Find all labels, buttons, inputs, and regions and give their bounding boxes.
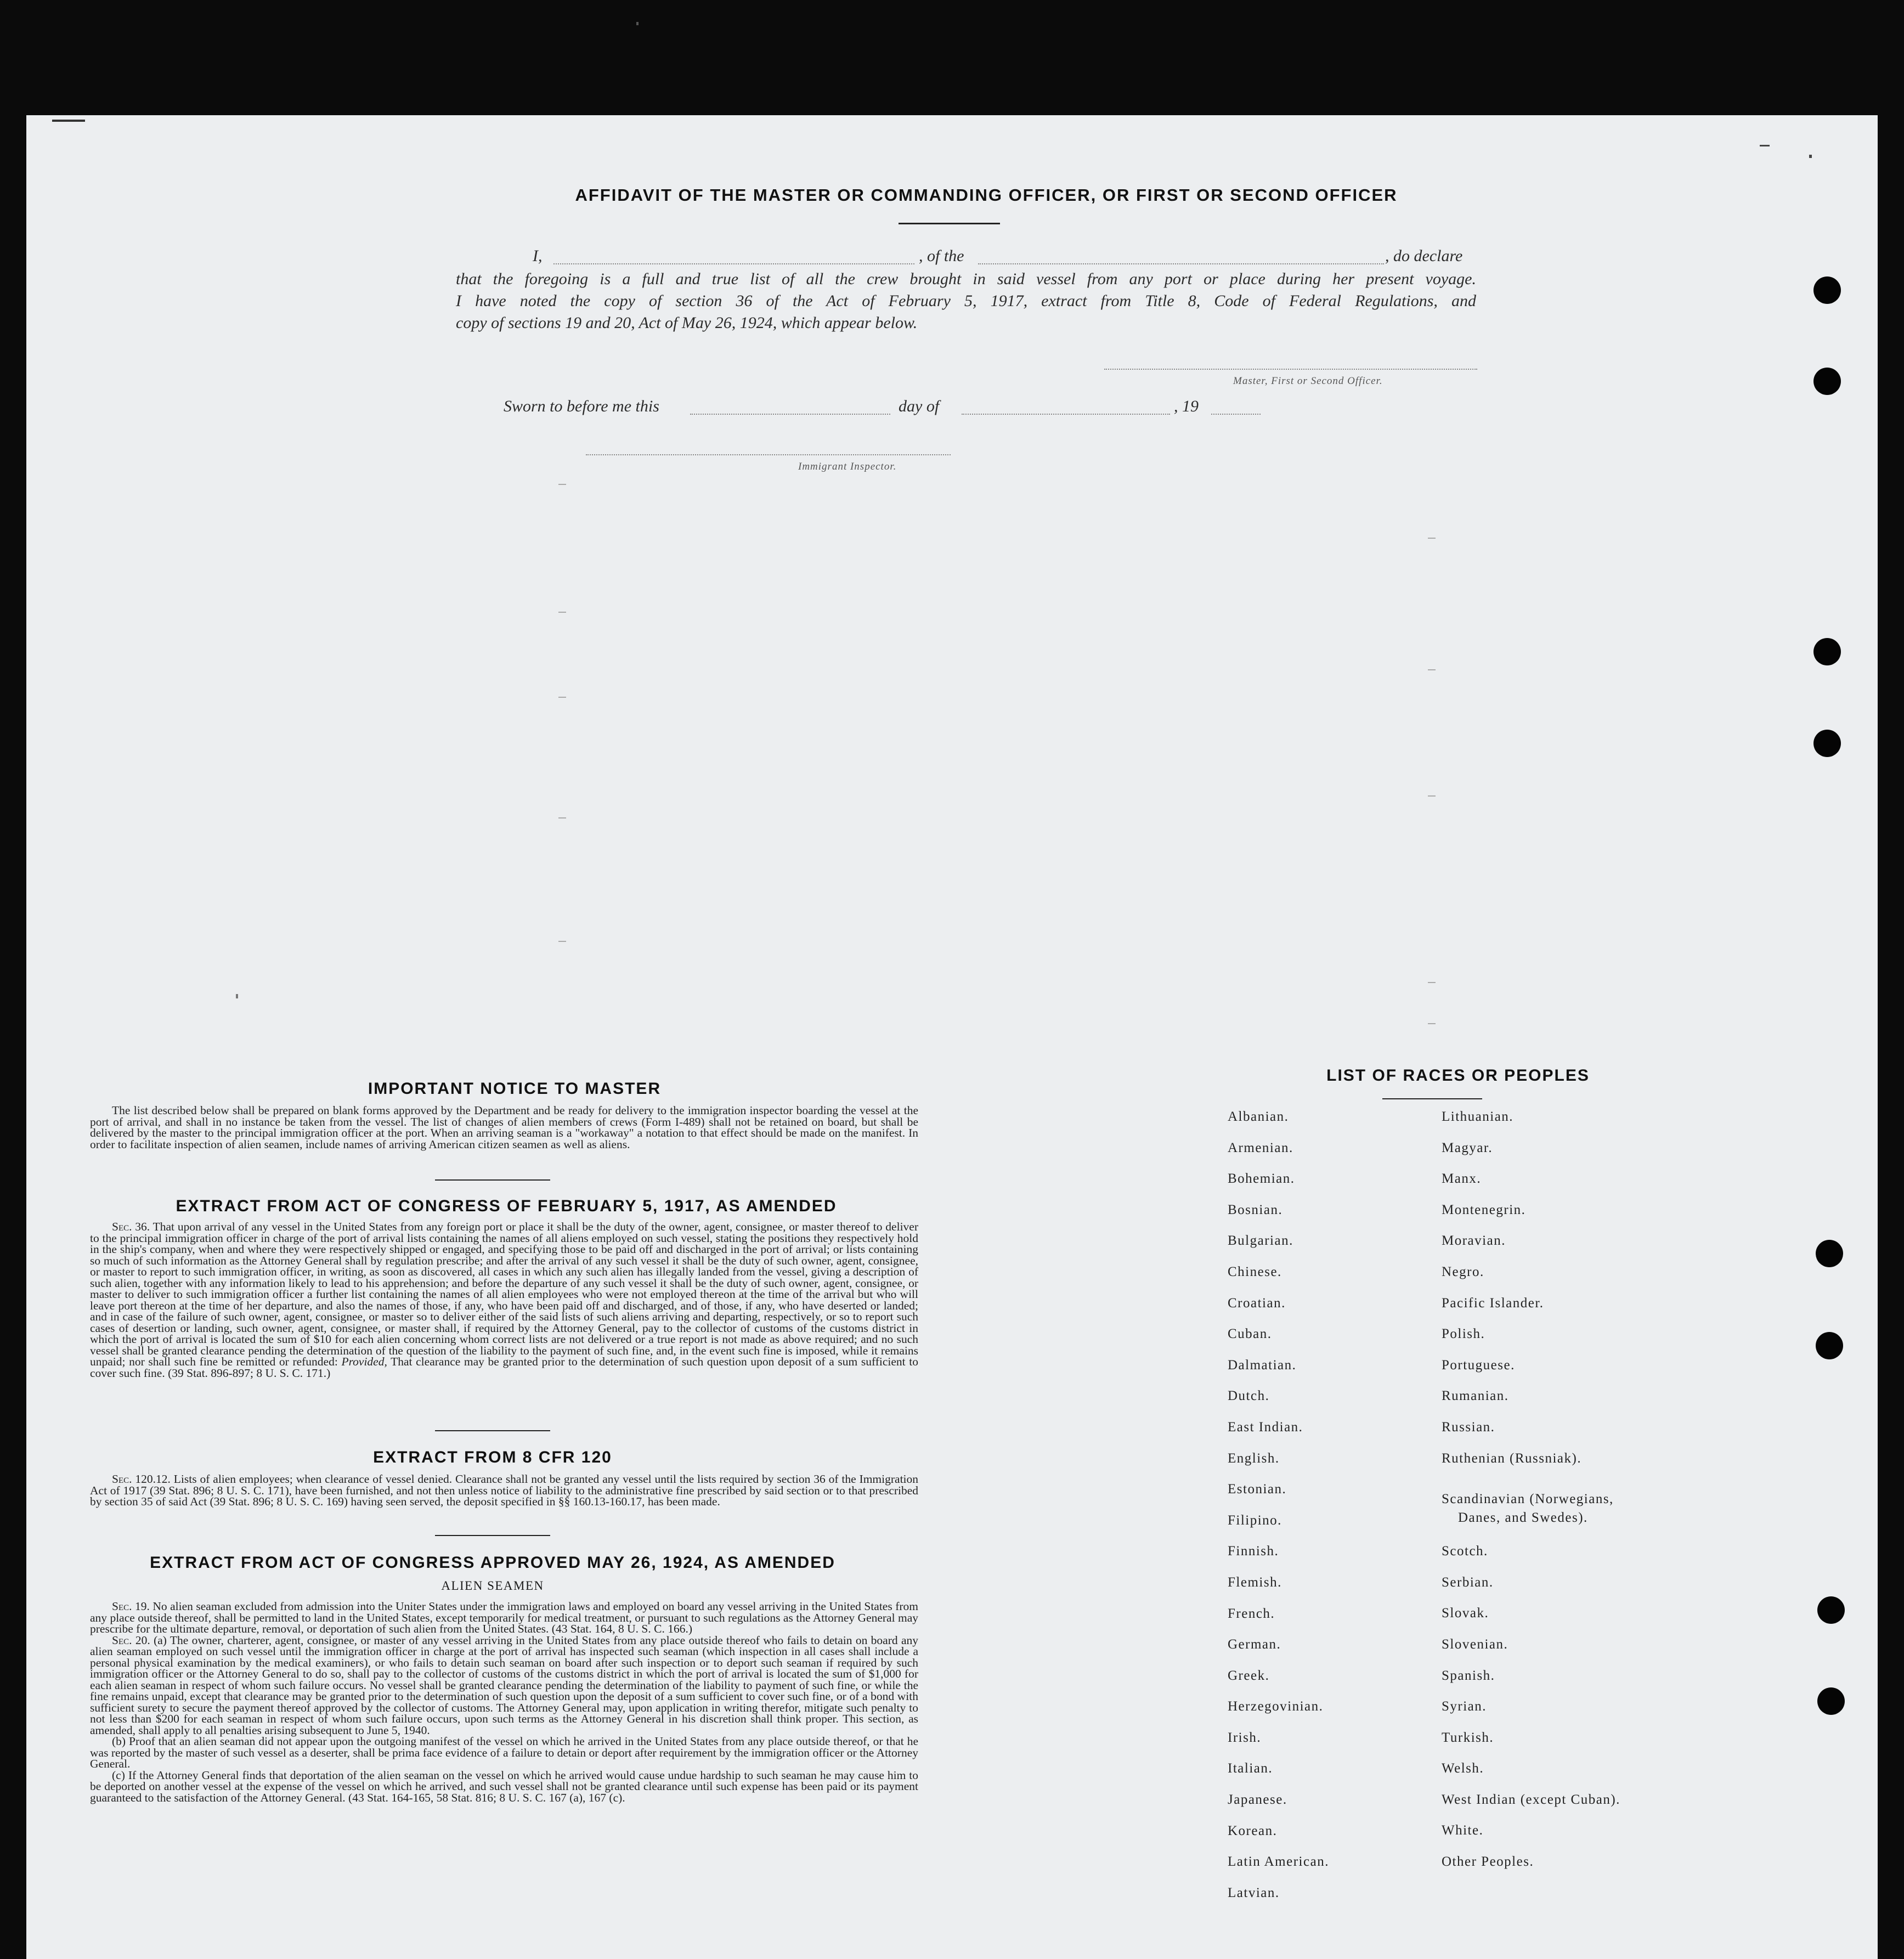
race-item: Scotch. [1442,1544,1488,1559]
sworn-month-blank[interactable] [962,414,1170,415]
sworn-year-blank[interactable] [1211,414,1261,415]
race-item: Armenian. [1228,1140,1293,1155]
race-item: Herzegovinian. [1228,1699,1324,1714]
punch-hole [1813,730,1841,757]
rule-mark [558,697,566,698]
section-divider [435,1179,550,1181]
race-item: Estonian. [1228,1482,1287,1497]
notice-body [90,1105,918,1150]
vessel-label: , of the [919,247,964,265]
races-column-1 [1228,1109,1329,1916]
extract-1917-body [90,1221,918,1379]
races-title: LIST OF RACES OR PEOPLES [1326,1066,1590,1085]
race-item: Croatian. [1228,1295,1286,1311]
punch-hole [1813,276,1841,304]
sec19-paragraph [90,1601,918,1635]
race-item: Bosnian. [1228,1202,1283,1217]
race-item: Flemish. [1228,1574,1282,1590]
punch-hole [1817,1687,1845,1715]
race-item: Greek. [1228,1668,1270,1683]
race-item: Moravian. [1442,1233,1506,1249]
race-item: Turkish. [1442,1730,1494,1745]
race-item: Scandinavian (Norwegians, [1442,1492,1614,1507]
sec19-label: Sec. 19. [112,1600,150,1613]
affidavit-title: AFFIDAVIT OF THE MASTER OR COMMANDING OFFICER, OR FIRST OR SECOND OFFICER [575,185,1398,205]
race-item: Lithuanian. [1442,1109,1514,1124]
race-item: Slovenian. [1442,1636,1508,1652]
affidavit-line3: I have noted the copy of section 36 of the Act of February 5, 1917, extract from Title 8, Code of Federal Regulations, and [456,292,1476,310]
race-item: Manx. [1442,1171,1482,1187]
race-item: Polish. [1442,1326,1485,1342]
sec20c-paragraph: (c) If the Attorney General finds that deportation of the alien seaman on the vessel on which he arrived would cause undue hardship to such seaman he may cause him to be deported on another vessel at the expense of the vessel on which he arrived, and such vessel shall not be granted clearance until such expense has been paid or its payment guaranteed to the satisfaction of the Attorney General. (43 Stat. 164-165, 58 Stat. 816; 8 U. S. C. 167 (a), 167 (c). [90,1768,918,1804]
race-item: Ruthenian (Russniak). [1442,1450,1582,1466]
race-item: Korean. [1228,1823,1278,1838]
proviso: Provided, [341,1355,387,1368]
cfr-paragraph [90,1474,918,1508]
race-item: Albanian. [1228,1109,1289,1124]
inspector-signature-line[interactable] [586,454,951,455]
race-item: Chinese. [1228,1264,1282,1279]
sworn-day-blank[interactable] [690,414,890,415]
race-item: East Indian. [1228,1419,1303,1435]
sec36-end: That clearance may be granted prior to the determination of such question upon deposit of a sum sufficient to cover such fine. (39 Stat. 896-897; 8 U. S. C. 171.) [90,1355,919,1380]
extract-1924-body [90,1601,918,1803]
notice-title: IMPORTANT NOTICE TO MASTER [368,1080,662,1098]
races-column-2 [1442,1109,1620,1885]
scan-speck [236,994,238,998]
sec20a-paragraph [90,1635,918,1736]
rule-mark [1428,538,1436,539]
scan-speck [1809,155,1812,158]
sworn-label: Sworn to before me this [504,397,659,415]
cfr-text: Lists of alien employees; when clearance of vessel denied. Clearance shall not be granted any vessel until the lists required by section 36 of the Immigration Act of 1917 (39 Stat. 896; 8 U. S. C. 171), have been furnished, and not then unless notice of liability to the administrative fine prescribed by said section or to that prescribed by section 35 of said Act (39 Stat. 896; 8 U. S. C. 169) having seen served, the deposit specified in §§ 160.13-160.17, has been made. [90,1472,919,1508]
vessel-name-blank[interactable] [978,263,1384,264]
affidavit-line4: copy of sections 19 and 20, Act of May 26, 1924, which appear below. [456,314,918,332]
master-signature-line[interactable] [1104,369,1477,370]
declarant-label: I, [533,247,543,265]
punch-hole [1817,1596,1845,1624]
punch-hole [1816,1332,1843,1359]
scan-speck [52,120,85,122]
race-item: Rumanian. [1442,1388,1509,1404]
rule-mark [558,612,566,613]
sec20b-paragraph: (b) Proof that an alien seaman did not appear upon the outgoing manifest of the vessel on which he arrived in the United States from any place outside thereof, or that he was reported by the master of such vessel as a deserter, shall be prima face evidence of a failure to detain or deport after requirement by the immigration officer or the Attorney General. [90,1735,918,1770]
sworn-line [504,397,1272,419]
rule-mark [1428,1023,1436,1024]
sec36-paragraph [90,1221,918,1379]
sec20-label: Sec. 20. [112,1633,150,1647]
race-item: Finnish. [1228,1544,1279,1559]
race-item: Syrian. [1442,1699,1487,1714]
rule-mark [558,941,566,942]
race-item: Italian. [1228,1761,1273,1776]
race-item: Danes, and Swedes). [1458,1510,1588,1526]
extract-1917-title: EXTRACT FROM ACT OF CONGRESS OF FEBRUARY 5, 1917, AS AMENDED [176,1197,837,1215]
race-item: Spanish. [1442,1668,1495,1683]
year-label: , 19 [1174,397,1199,415]
alien-seamen-subtitle: ALIEN SEAMEN [441,1579,544,1593]
race-item: Pacific Islander. [1442,1295,1544,1311]
race-item: Filipino. [1228,1512,1282,1528]
sec19-text: No alien seaman excluded from admission into the Uniter States under the immigration laws and employed on board any vessel arriving in the United States from any place outside thereof, shall be permitted to land in the United States, except temporarily for medical treatment, or pursuant to such regulations as the Attorney General may prescribe for the ultimate departure, removal, or deportation of such alien from the United States. (43 Stat. 164, 8 U. S. C. 166.) [90,1600,918,1635]
race-item: Other Peoples. [1442,1854,1534,1870]
race-item: Magyar. [1442,1140,1493,1155]
rule-mark [1428,982,1436,983]
master-caption: Master, First or Second Officer. [1233,375,1383,387]
race-item: French. [1228,1606,1275,1621]
race-item: Dalmatian. [1228,1357,1297,1373]
race-item: English. [1228,1450,1280,1466]
scan-speck [636,22,639,25]
race-item: Negro. [1442,1264,1484,1279]
declare-label: , do declare [1385,247,1463,265]
rule-mark [1428,795,1436,797]
title-divider [899,223,1000,224]
rule-mark [558,484,566,485]
race-item: Bohemian. [1228,1171,1295,1187]
section-divider [435,1535,550,1536]
extract-cfr-body [90,1474,918,1508]
races-divider [1382,1098,1482,1099]
declarant-name-blank[interactable] [553,263,914,264]
extract-cfr-title: EXTRACT FROM 8 CFR 120 [373,1448,612,1466]
race-item: Welsh. [1442,1761,1484,1776]
race-item: Japanese. [1228,1792,1287,1808]
race-item: White. [1442,1823,1484,1838]
sec20a-text: (a) The owner, charterer, agent, consignee, or master of any vessel arriving in the United States from any place outside thereof who fails to detain on board any alien seaman employed on such vessel until the immigration officer in charge at the port of arrival has inspected such seaman (which inspection in all cases shall include a personal physical examination by the medical examiners), or who fails to detain such seaman on board after such inspection or to deport such seaman if required by such immigration officer or the Attorney General to do so, shall pay to the collector of customs of the customs district in which the port of arrival is located the sum of $1,000 for each alien seaman in respect of whom such failure occurs. No vessel shall be granted clearance pending the determination of the liability to payment of such fine, or while the fine remains unpaid, except that clearance may be granted prior to the determination of such question upon the deposit of a sum sufficient to cover such fine, or of a bond with sufficient surety to secure the payment thereof approved by the collector of customs. The Attorney General may, upon application in writing therefor, mitigate such penalty to not less than $200 for each seaman in respect of whom such failure occurs, upon such terms as the Attorney General in his discretion shall think proper. This section, as amended, shall apply to all penalties arising subsequent to June 5, 1940. [90,1633,919,1737]
race-item: Bulgarian. [1228,1233,1293,1249]
scan-speck [1760,145,1770,146]
race-item: West Indian (except Cuban). [1442,1792,1620,1807]
notice-text: The list described below shall be prepared on blank forms approved by the Department and be ready for delivery to the immigration inspector boarding the vessel at the port of arrival, and shall in no instance be taken from the vessel. The list of changes of alien members of crews (Form I-489) shall not be retained on board, but shall be delivered by the master to the principal immigration officer at the port. When an arriving seaman is a "workaway" a notation to that effect should be made on the manifest. In order to facilitate inspection of alien seamen, include names of arriving American citizen seamen as well as aliens. [90,1104,918,1151]
affidavit-line1 [451,247,1472,269]
race-item: Latin American. [1228,1854,1329,1870]
form-sheet [26,115,1878,1959]
inspector-caption: Immigrant Inspector. [798,461,897,472]
race-item: Latvian. [1228,1885,1280,1900]
section-divider [435,1430,550,1431]
race-item: Portuguese. [1442,1357,1515,1373]
extract-1924-title: EXTRACT FROM ACT OF CONGRESS APPROVED MAY 26, 1924, AS AMENDED [150,1554,835,1572]
race-item: Cuban. [1228,1326,1272,1342]
rule-mark [558,817,566,818]
race-item: Serbian. [1442,1574,1494,1590]
punch-hole [1813,638,1841,665]
punch-hole [1813,368,1841,395]
day-of-label: day of [899,397,940,415]
cfr-label: Sec. 120.12. [112,1472,171,1486]
sec36-text: That upon arrival of any vessel in the United States from any foreign port or place it shall be the duty of the owner, agent, consignee, or master thereof to deliver to the principal immigration officer in charge of the port of arrival lists containing the names of all aliens employed on such vessel, stating the positions they respectively hold in the ship's company, when and where they were respectively shipped or engaged, and specifying those to be paid off and discharged in the port of arrival; or lists containing so much of such information as the Attorney General shall by regulation prescribe; and after the arrival of any such vessel it shall be the duty of such owner, agent, consignee, or master to report to such immigration officer, in writing, as soon as discovered, all cases in which any such alien has illegally landed from the vessel, giving a description of such alien, together with any information likely to lead to his apprehension; and before the departure of any such vessel it shall be the duty of such owner, agent, consignee, or master to deliver to such immigration officer a further list containing the names of all alien employees who were not employed thereon at the time of the arrival but who will leave port thereon at the time of her departure, and also the names of those, if any, who have been paid off and discharged, and of those, if any, who have deserted or landed; and in case of the failure of such owner, agent, consignee, or master so to deliver either of the said lists of such aliens arriving and departing, respectively, or so to report such cases of desertion or landing, such owner, agent, consignee, or master shall, if required by the Attorney General, pay to the collector of customs of the customs district in which the port of arrival is located the sum of $10 for each alien concerning whom correct lists are not delivered or a true report is not made as above required; and no such vessel shall be granted clearance pending the determination of the question of the liability to the payment of such fine, and, in the event such fine is imposed, while it remains unpaid; nor shall such fine be remitted or refunded: [90,1220,918,1368]
punch-hole [1816,1240,1843,1267]
race-item: Montenegrin. [1442,1202,1526,1217]
race-item: Russian. [1442,1419,1495,1435]
race-item: Slovak. [1442,1606,1489,1621]
race-item: Irish. [1228,1730,1262,1745]
sec36-label: Sec. 36. [112,1220,150,1233]
rule-mark [1428,669,1436,670]
race-item: Dutch. [1228,1388,1270,1404]
race-item: German. [1228,1637,1281,1652]
affidavit-line2: that the foregoing is a full and true list of all the crew brought in said vessel from any port or place during her present voyage. [456,270,1476,288]
